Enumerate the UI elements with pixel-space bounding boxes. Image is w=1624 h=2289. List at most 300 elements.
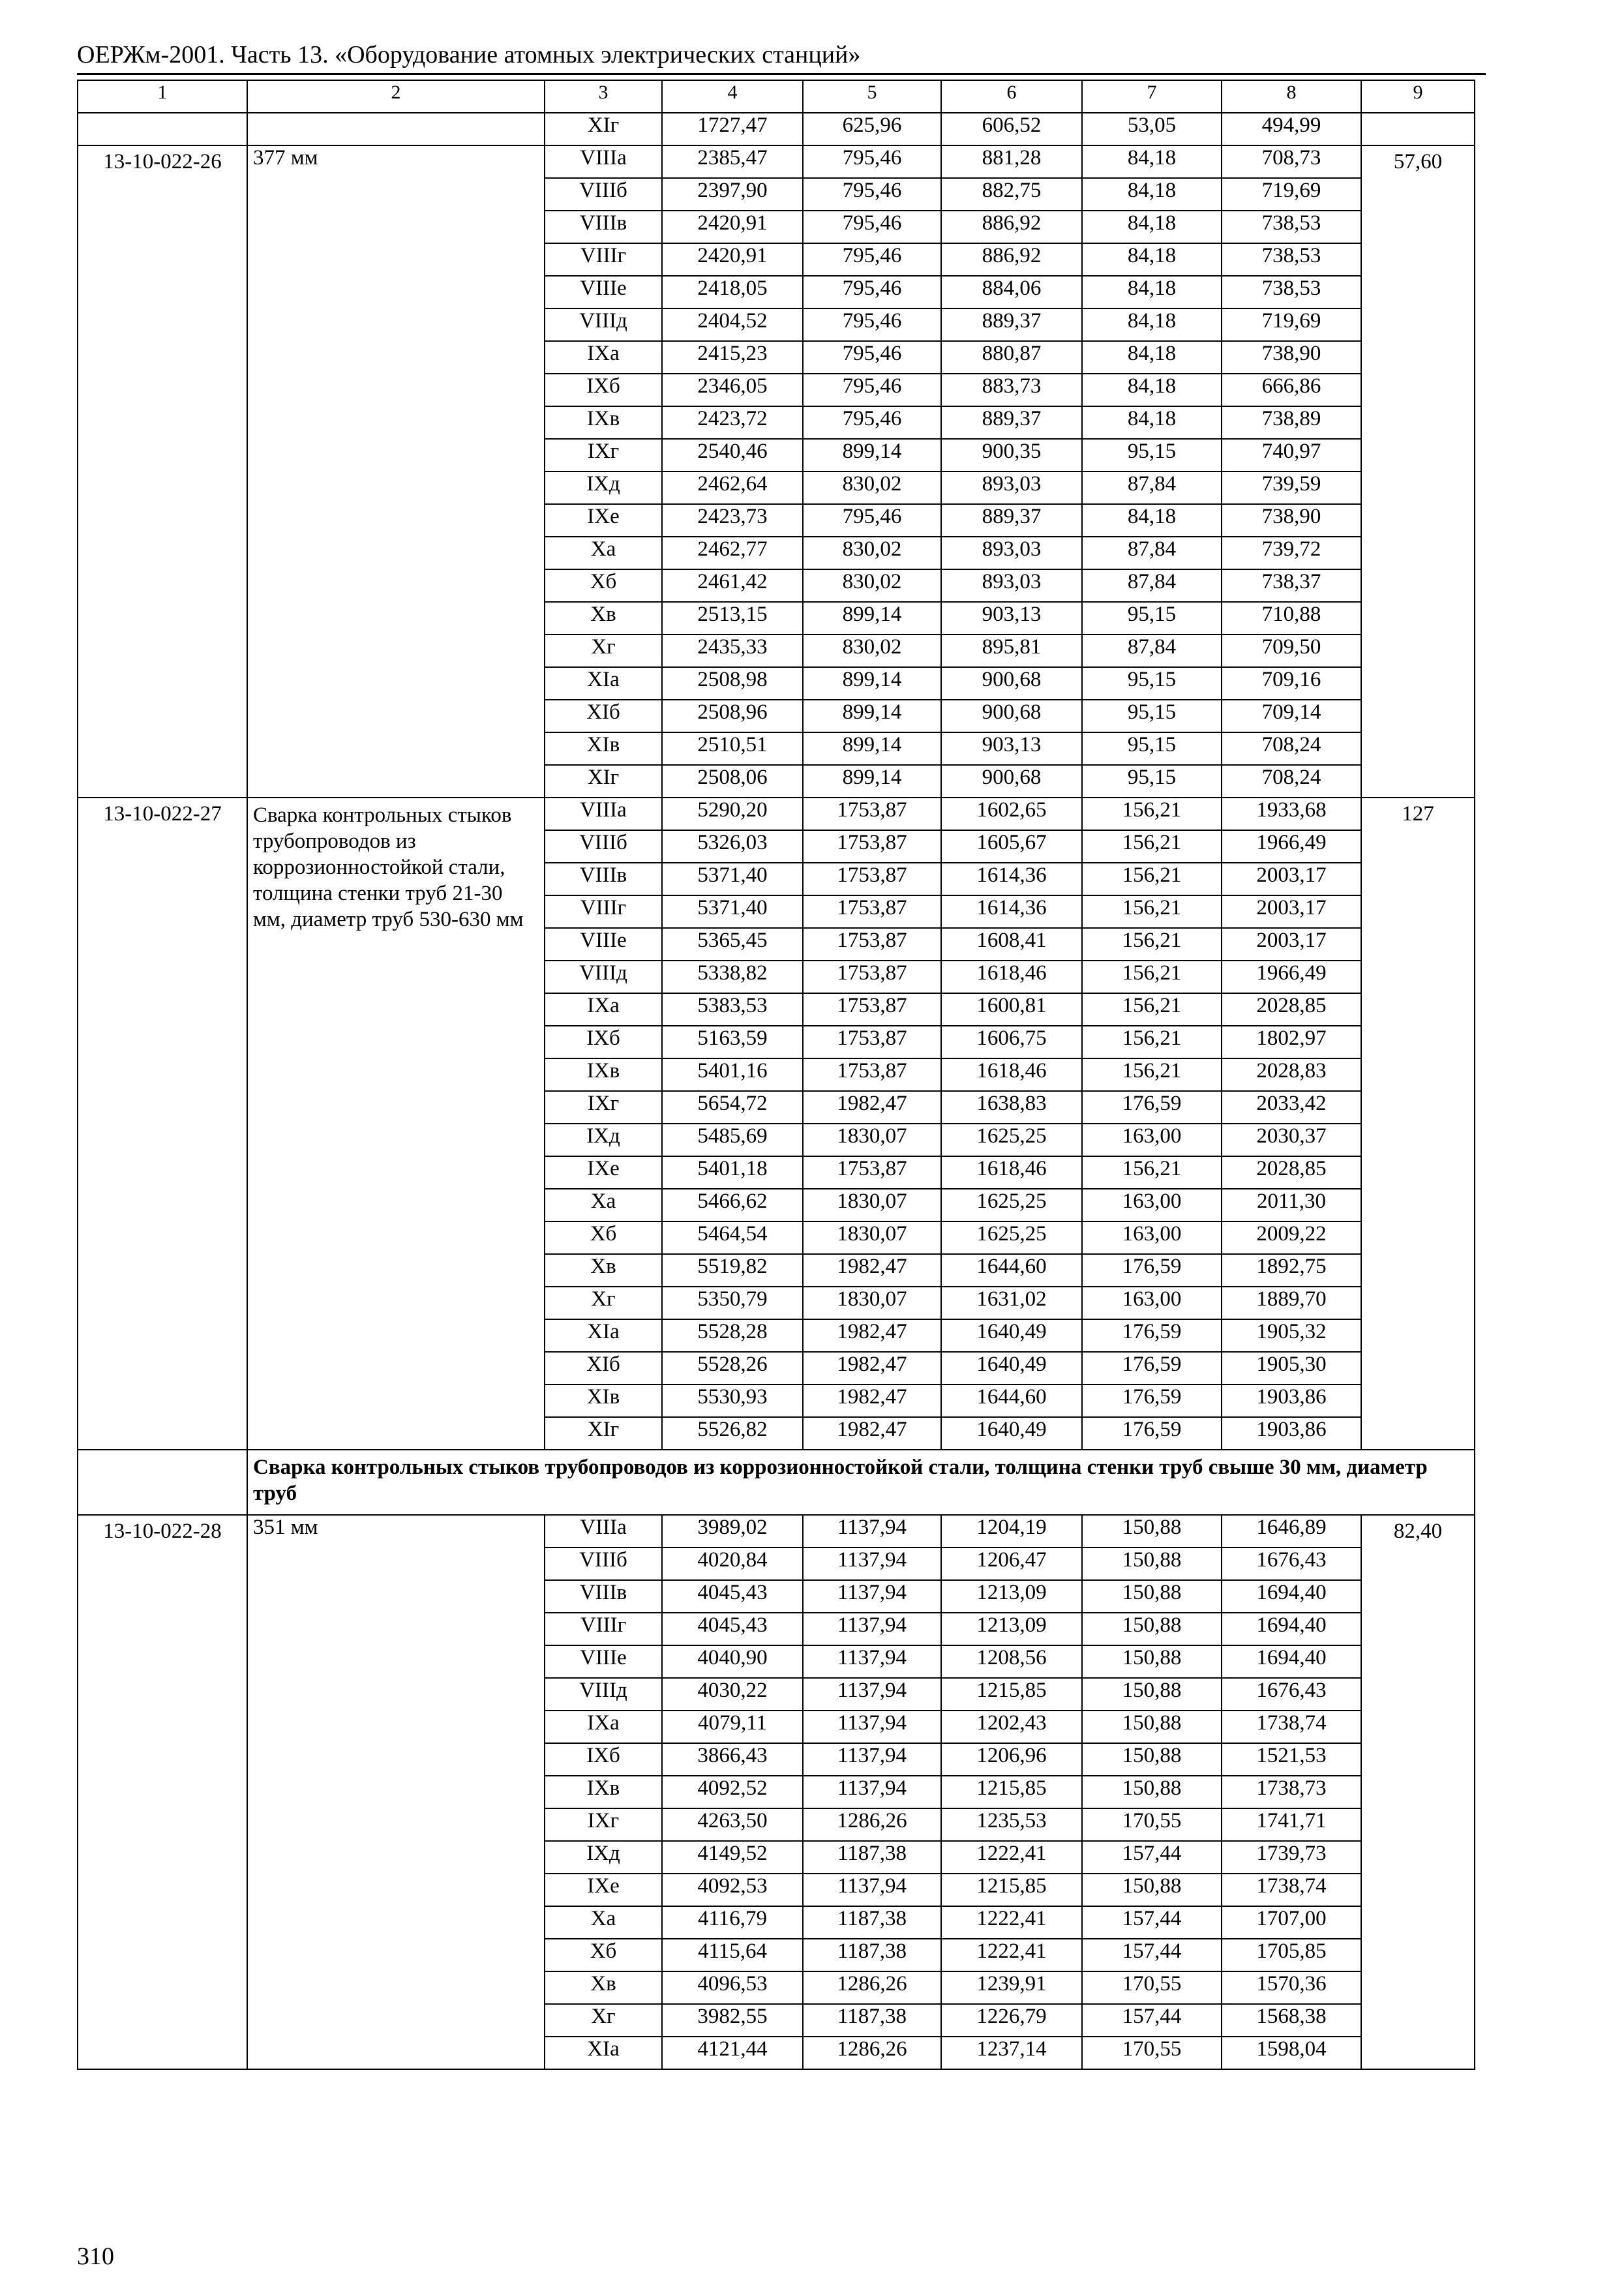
value-cell: 150,88 bbox=[1082, 1515, 1222, 1548]
value-cell: 5464,54 bbox=[662, 1221, 803, 1254]
value-cell: 1830,07 bbox=[803, 1124, 941, 1156]
value-cell: 163,00 bbox=[1082, 1287, 1222, 1319]
category-cell: IXг bbox=[545, 1091, 662, 1124]
value-cell: 3866,43 bbox=[662, 1743, 803, 1776]
value-cell: 1618,46 bbox=[941, 961, 1082, 993]
value-cell: 4096,53 bbox=[662, 1971, 803, 2004]
value-cell: 830,02 bbox=[803, 471, 941, 504]
value-cell: 1614,36 bbox=[941, 863, 1082, 895]
value-cell: 900,68 bbox=[941, 667, 1082, 700]
value-cell: 1982,47 bbox=[803, 1352, 941, 1384]
value-cell: 2462,77 bbox=[662, 537, 803, 569]
code-cell: 13-10-022-27 bbox=[78, 798, 247, 1450]
col9-cell: 57,60 bbox=[1361, 145, 1475, 798]
value-cell: 1982,47 bbox=[803, 1417, 941, 1450]
value-cell: 176,59 bbox=[1082, 1254, 1222, 1287]
value-cell: 5485,69 bbox=[662, 1124, 803, 1156]
value-cell: 156,21 bbox=[1082, 830, 1222, 863]
value-cell: 1187,38 bbox=[803, 1906, 941, 1939]
value-cell: 880,87 bbox=[941, 341, 1082, 374]
value-cell: 1521,53 bbox=[1222, 1743, 1361, 1776]
value-cell: 150,88 bbox=[1082, 1613, 1222, 1645]
value-cell: 5326,03 bbox=[662, 830, 803, 863]
value-cell: 176,59 bbox=[1082, 1417, 1222, 1450]
value-cell: 84,18 bbox=[1082, 243, 1222, 276]
value-cell: 1903,86 bbox=[1222, 1384, 1361, 1417]
category-cell: IXв bbox=[545, 1058, 662, 1091]
value-cell: 2011,30 bbox=[1222, 1189, 1361, 1221]
value-cell: 886,92 bbox=[941, 211, 1082, 243]
value-cell: 1213,09 bbox=[941, 1613, 1082, 1645]
value-cell: 709,14 bbox=[1222, 700, 1361, 732]
value-cell: 150,88 bbox=[1082, 1645, 1222, 1678]
value-cell: 1137,94 bbox=[803, 1515, 941, 1548]
value-cell: 176,59 bbox=[1082, 1091, 1222, 1124]
value-cell: 1753,87 bbox=[803, 798, 941, 830]
value-cell: 1830,07 bbox=[803, 1287, 941, 1319]
value-cell: 795,46 bbox=[803, 341, 941, 374]
category-cell: XIб bbox=[545, 700, 662, 732]
value-cell: 2420,91 bbox=[662, 243, 803, 276]
value-cell: 899,14 bbox=[803, 667, 941, 700]
category-cell: XIа bbox=[545, 2037, 662, 2069]
category-cell: IXа bbox=[545, 1711, 662, 1743]
category-cell: XIа bbox=[545, 667, 662, 700]
value-cell: 1602,65 bbox=[941, 798, 1082, 830]
value-cell: 156,21 bbox=[1082, 798, 1222, 830]
category-cell: IXд bbox=[545, 1124, 662, 1156]
value-cell: 2346,05 bbox=[662, 374, 803, 406]
table-row bbox=[78, 145, 1475, 178]
value-cell: 84,18 bbox=[1082, 145, 1222, 178]
value-cell: 1625,25 bbox=[941, 1221, 1082, 1254]
value-cell: 84,18 bbox=[1082, 276, 1222, 308]
category-cell: VIIIа bbox=[545, 145, 662, 178]
value-cell: 1982,47 bbox=[803, 1319, 941, 1352]
section-heading: Сварка контрольных стыков трубопроводов из коррозионностойкой стали, толщина стенки труб свыше 30 мм, диаметр труб bbox=[247, 1450, 1475, 1515]
category-cell: VIIIе bbox=[545, 1645, 662, 1678]
value-cell: 900,35 bbox=[941, 439, 1082, 471]
category-cell: VIIIд bbox=[545, 1678, 662, 1711]
value-cell: 830,02 bbox=[803, 537, 941, 569]
value-cell: 1215,85 bbox=[941, 1776, 1082, 1808]
value-cell: 95,15 bbox=[1082, 602, 1222, 635]
value-cell: 795,46 bbox=[803, 308, 941, 341]
value-cell: 1892,75 bbox=[1222, 1254, 1361, 1287]
category-cell: Xг bbox=[545, 2004, 662, 2037]
column-number-row bbox=[78, 80, 1475, 113]
value-cell: 899,14 bbox=[803, 439, 941, 471]
category-cell: VIIIе bbox=[545, 928, 662, 961]
value-cell: 2435,33 bbox=[662, 635, 803, 667]
value-cell: 1606,75 bbox=[941, 1026, 1082, 1058]
page-number: 310 bbox=[77, 2243, 114, 2270]
value-cell: 740,97 bbox=[1222, 439, 1361, 471]
value-cell: 150,88 bbox=[1082, 1776, 1222, 1808]
category-cell: Xб bbox=[545, 1221, 662, 1254]
category-cell: VIIIв bbox=[545, 211, 662, 243]
value-cell: 1614,36 bbox=[941, 895, 1082, 928]
value-cell: 1226,79 bbox=[941, 2004, 1082, 2037]
column-number: 8 bbox=[1222, 80, 1361, 113]
value-cell: 3989,02 bbox=[662, 1515, 803, 1548]
col9-cell: 82,40 bbox=[1361, 1515, 1475, 2069]
value-cell: 1640,49 bbox=[941, 1319, 1082, 1352]
category-cell: VIIIд bbox=[545, 961, 662, 993]
description-cell: 377 мм bbox=[247, 145, 545, 798]
value-cell: 1727,47 bbox=[662, 113, 803, 145]
value-cell: 4092,53 bbox=[662, 1874, 803, 1906]
value-cell: 2513,15 bbox=[662, 602, 803, 635]
value-cell: 84,18 bbox=[1082, 211, 1222, 243]
value-cell: 739,72 bbox=[1222, 537, 1361, 569]
value-cell: 889,37 bbox=[941, 504, 1082, 537]
category-cell: VIIIг bbox=[545, 243, 662, 276]
value-cell: 3982,55 bbox=[662, 2004, 803, 2037]
value-cell: 1608,41 bbox=[941, 928, 1082, 961]
value-cell: 708,24 bbox=[1222, 765, 1361, 798]
category-cell: Xа bbox=[545, 537, 662, 569]
value-cell: 1568,38 bbox=[1222, 2004, 1361, 2037]
value-cell: 2508,96 bbox=[662, 700, 803, 732]
value-cell: 1830,07 bbox=[803, 1221, 941, 1254]
value-cell: 156,21 bbox=[1082, 928, 1222, 961]
category-cell: XIа bbox=[545, 1319, 662, 1352]
value-cell: 2462,64 bbox=[662, 471, 803, 504]
value-cell: 2404,52 bbox=[662, 308, 803, 341]
category-cell: Xв bbox=[545, 1971, 662, 2004]
value-cell: 1239,91 bbox=[941, 1971, 1082, 2004]
value-cell: 881,28 bbox=[941, 145, 1082, 178]
category-cell: VIIIв bbox=[545, 863, 662, 895]
value-cell: 84,18 bbox=[1082, 406, 1222, 439]
column-number: 7 bbox=[1082, 80, 1222, 113]
value-cell: 2415,23 bbox=[662, 341, 803, 374]
category-cell: IXг bbox=[545, 439, 662, 471]
category-cell: IXв bbox=[545, 1776, 662, 1808]
code-cell bbox=[78, 1450, 247, 1515]
value-cell: 1982,47 bbox=[803, 1384, 941, 1417]
value-cell: 4040,90 bbox=[662, 1645, 803, 1678]
code-cell: 13-10-022-28 bbox=[78, 1515, 247, 2069]
value-cell: 1966,49 bbox=[1222, 961, 1361, 993]
value-cell: 1753,87 bbox=[803, 1058, 941, 1091]
category-cell: IXд bbox=[545, 471, 662, 504]
value-cell: 157,44 bbox=[1082, 1906, 1222, 1939]
value-cell: 95,15 bbox=[1082, 765, 1222, 798]
value-cell: 176,59 bbox=[1082, 1319, 1222, 1352]
value-cell: 625,96 bbox=[803, 113, 941, 145]
value-cell: 1222,41 bbox=[941, 1841, 1082, 1874]
category-cell: Xб bbox=[545, 569, 662, 602]
value-cell: 795,46 bbox=[803, 374, 941, 406]
value-cell: 1631,02 bbox=[941, 1287, 1082, 1319]
value-cell: 903,13 bbox=[941, 732, 1082, 765]
value-cell: 1802,97 bbox=[1222, 1026, 1361, 1058]
value-cell: 795,46 bbox=[803, 145, 941, 178]
value-cell: 893,03 bbox=[941, 569, 1082, 602]
value-cell: 884,06 bbox=[941, 276, 1082, 308]
value-cell: 1137,94 bbox=[803, 1874, 941, 1906]
value-cell: 5350,79 bbox=[662, 1287, 803, 1319]
value-cell: 1187,38 bbox=[803, 2004, 941, 2037]
norms-table bbox=[77, 80, 1475, 2070]
value-cell: 4079,11 bbox=[662, 1711, 803, 1743]
value-cell: 87,84 bbox=[1082, 537, 1222, 569]
value-cell: 708,24 bbox=[1222, 732, 1361, 765]
value-cell: 1286,26 bbox=[803, 2037, 941, 2069]
value-cell: 739,59 bbox=[1222, 471, 1361, 504]
value-cell: 2003,17 bbox=[1222, 895, 1361, 928]
category-cell: Xа bbox=[545, 1906, 662, 1939]
value-cell: 1137,94 bbox=[803, 1580, 941, 1613]
value-cell: 882,75 bbox=[941, 178, 1082, 211]
value-cell: 150,88 bbox=[1082, 1678, 1222, 1711]
value-cell: 95,15 bbox=[1082, 700, 1222, 732]
value-cell: 899,14 bbox=[803, 602, 941, 635]
value-cell: 156,21 bbox=[1082, 1058, 1222, 1091]
value-cell: 1694,40 bbox=[1222, 1580, 1361, 1613]
value-cell: 1676,43 bbox=[1222, 1548, 1361, 1580]
value-cell: 156,21 bbox=[1082, 1156, 1222, 1189]
value-cell: 150,88 bbox=[1082, 1711, 1222, 1743]
category-cell: IXб bbox=[545, 1026, 662, 1058]
value-cell: 150,88 bbox=[1082, 1743, 1222, 1776]
category-cell: VIIIв bbox=[545, 1580, 662, 1613]
value-cell: 87,84 bbox=[1082, 471, 1222, 504]
column-number: 2 bbox=[247, 80, 545, 113]
category-cell: IXе bbox=[545, 1156, 662, 1189]
category-cell: Xб bbox=[545, 1939, 662, 1971]
column-number: 4 bbox=[662, 80, 803, 113]
value-cell: 1625,25 bbox=[941, 1124, 1082, 1156]
value-cell: 4115,64 bbox=[662, 1939, 803, 1971]
value-cell: 84,18 bbox=[1082, 341, 1222, 374]
value-cell: 4045,43 bbox=[662, 1580, 803, 1613]
value-cell: 710,88 bbox=[1222, 602, 1361, 635]
value-cell: 5163,59 bbox=[662, 1026, 803, 1058]
value-cell: 1640,49 bbox=[941, 1352, 1082, 1384]
value-cell: 84,18 bbox=[1082, 178, 1222, 211]
value-cell: 2510,51 bbox=[662, 732, 803, 765]
value-cell: 2540,46 bbox=[662, 439, 803, 471]
value-cell: 5401,16 bbox=[662, 1058, 803, 1091]
value-cell: 1753,87 bbox=[803, 1026, 941, 1058]
value-cell: 1738,74 bbox=[1222, 1711, 1361, 1743]
value-cell: 5338,82 bbox=[662, 961, 803, 993]
value-cell: 1966,49 bbox=[1222, 830, 1361, 863]
value-cell: 2397,90 bbox=[662, 178, 803, 211]
category-cell: IXа bbox=[545, 993, 662, 1026]
value-cell: 5401,18 bbox=[662, 1156, 803, 1189]
value-cell: 893,03 bbox=[941, 537, 1082, 569]
value-cell: 1206,96 bbox=[941, 1743, 1082, 1776]
value-cell: 156,21 bbox=[1082, 993, 1222, 1026]
value-cell: 1618,46 bbox=[941, 1058, 1082, 1091]
value-cell: 4149,52 bbox=[662, 1841, 803, 1874]
category-cell: IXа bbox=[545, 341, 662, 374]
value-cell: 795,46 bbox=[803, 406, 941, 439]
value-cell: 2033,42 bbox=[1222, 1091, 1361, 1124]
value-cell: 2030,37 bbox=[1222, 1124, 1361, 1156]
value-cell: 4020,84 bbox=[662, 1548, 803, 1580]
value-cell: 1676,43 bbox=[1222, 1678, 1361, 1711]
value-cell: 5371,40 bbox=[662, 895, 803, 928]
category-cell: IXг bbox=[545, 1808, 662, 1841]
category-cell: IXб bbox=[545, 1743, 662, 1776]
category-cell: IXе bbox=[545, 1874, 662, 1906]
value-cell: 795,46 bbox=[803, 504, 941, 537]
value-cell: 2028,85 bbox=[1222, 993, 1361, 1026]
value-cell: 170,55 bbox=[1082, 1808, 1222, 1841]
value-cell: 163,00 bbox=[1082, 1221, 1222, 1254]
value-cell: 738,53 bbox=[1222, 276, 1361, 308]
value-cell: 5528,28 bbox=[662, 1319, 803, 1352]
value-cell: 795,46 bbox=[803, 276, 941, 308]
category-cell: XIб bbox=[545, 1352, 662, 1384]
value-cell: 738,37 bbox=[1222, 569, 1361, 602]
category-cell: VIIIб bbox=[545, 178, 662, 211]
value-cell: 899,14 bbox=[803, 732, 941, 765]
value-cell: 2385,47 bbox=[662, 145, 803, 178]
category-cell: Xг bbox=[545, 1287, 662, 1319]
category-cell: VIIIд bbox=[545, 308, 662, 341]
value-cell: 4045,43 bbox=[662, 1613, 803, 1645]
value-cell: 1644,60 bbox=[941, 1384, 1082, 1417]
value-cell: 1753,87 bbox=[803, 830, 941, 863]
table-body bbox=[78, 80, 1475, 2069]
column-number: 3 bbox=[545, 80, 662, 113]
category-cell: XIг bbox=[545, 113, 662, 145]
value-cell: 1646,89 bbox=[1222, 1515, 1361, 1548]
value-cell: 2028,85 bbox=[1222, 1156, 1361, 1189]
description-cell: 351 мм bbox=[247, 1515, 545, 2069]
value-cell: 84,18 bbox=[1082, 308, 1222, 341]
category-cell: VIIIб bbox=[545, 1548, 662, 1580]
value-cell: 830,02 bbox=[803, 569, 941, 602]
value-cell: 1137,94 bbox=[803, 1678, 941, 1711]
value-cell: 606,52 bbox=[941, 113, 1082, 145]
value-cell: 889,37 bbox=[941, 406, 1082, 439]
value-cell: 84,18 bbox=[1082, 504, 1222, 537]
value-cell: 1618,46 bbox=[941, 1156, 1082, 1189]
value-cell: 1903,86 bbox=[1222, 1417, 1361, 1450]
value-cell: 738,53 bbox=[1222, 211, 1361, 243]
value-cell: 1213,09 bbox=[941, 1580, 1082, 1613]
value-cell: 895,81 bbox=[941, 635, 1082, 667]
value-cell: 1982,47 bbox=[803, 1254, 941, 1287]
category-cell: VIIIг bbox=[545, 1613, 662, 1645]
value-cell: 157,44 bbox=[1082, 1841, 1222, 1874]
value-cell: 5466,62 bbox=[662, 1189, 803, 1221]
value-cell: 883,73 bbox=[941, 374, 1082, 406]
value-cell: 156,21 bbox=[1082, 863, 1222, 895]
value-cell: 170,55 bbox=[1082, 2037, 1222, 2069]
value-cell: 2508,06 bbox=[662, 765, 803, 798]
value-cell: 1905,30 bbox=[1222, 1352, 1361, 1384]
value-cell: 1235,53 bbox=[941, 1808, 1082, 1841]
value-cell: 2003,17 bbox=[1222, 863, 1361, 895]
col9-cell: 127 bbox=[1361, 798, 1475, 1450]
value-cell: 709,16 bbox=[1222, 667, 1361, 700]
header-rule bbox=[77, 73, 1486, 75]
value-cell: 900,68 bbox=[941, 700, 1082, 732]
code-cell bbox=[78, 113, 247, 145]
value-cell: 1933,68 bbox=[1222, 798, 1361, 830]
value-cell: 156,21 bbox=[1082, 961, 1222, 993]
value-cell: 4030,22 bbox=[662, 1678, 803, 1711]
value-cell: 5530,93 bbox=[662, 1384, 803, 1417]
value-cell: 738,89 bbox=[1222, 406, 1361, 439]
description-cell: Сварка контрольных стыков трубопроводов из коррозионностойкой стали, толщина стенки труб 21-30 мм, диаметр труб 530-630 мм bbox=[247, 798, 545, 1450]
value-cell: 1202,43 bbox=[941, 1711, 1082, 1743]
value-cell: 157,44 bbox=[1082, 1939, 1222, 1971]
value-cell: 1137,94 bbox=[803, 1743, 941, 1776]
value-cell: 1206,47 bbox=[941, 1548, 1082, 1580]
value-cell: 1208,56 bbox=[941, 1645, 1082, 1678]
value-cell: 1889,70 bbox=[1222, 1287, 1361, 1319]
value-cell: 5371,40 bbox=[662, 863, 803, 895]
value-cell: 1738,74 bbox=[1222, 1874, 1361, 1906]
value-cell: 1905,32 bbox=[1222, 1319, 1361, 1352]
category-cell: Xв bbox=[545, 1254, 662, 1287]
value-cell: 5526,82 bbox=[662, 1417, 803, 1450]
value-cell: 1137,94 bbox=[803, 1645, 941, 1678]
value-cell: 1694,40 bbox=[1222, 1645, 1361, 1678]
category-cell: IXд bbox=[545, 1841, 662, 1874]
category-cell: XIг bbox=[545, 1417, 662, 1450]
col9-cell bbox=[1361, 113, 1475, 145]
value-cell: 84,18 bbox=[1082, 374, 1222, 406]
value-cell: 1707,00 bbox=[1222, 1906, 1361, 1939]
category-cell: VIIIа bbox=[545, 798, 662, 830]
category-cell: VIIIа bbox=[545, 1515, 662, 1548]
value-cell: 2028,83 bbox=[1222, 1058, 1361, 1091]
category-cell: XIг bbox=[545, 765, 662, 798]
value-cell: 1982,47 bbox=[803, 1091, 941, 1124]
value-cell: 2418,05 bbox=[662, 276, 803, 308]
value-cell: 889,37 bbox=[941, 308, 1082, 341]
value-cell: 708,73 bbox=[1222, 145, 1361, 178]
category-cell: VIIIб bbox=[545, 830, 662, 863]
value-cell: 2461,42 bbox=[662, 569, 803, 602]
value-cell: 5383,53 bbox=[662, 993, 803, 1026]
value-cell: 1830,07 bbox=[803, 1189, 941, 1221]
value-cell: 1753,87 bbox=[803, 863, 941, 895]
value-cell: 156,21 bbox=[1082, 895, 1222, 928]
section-heading-row bbox=[78, 1450, 1475, 1515]
value-cell: 899,14 bbox=[803, 700, 941, 732]
value-cell: 1137,94 bbox=[803, 1548, 941, 1580]
category-cell: Xа bbox=[545, 1189, 662, 1221]
value-cell: 4116,79 bbox=[662, 1906, 803, 1939]
value-cell: 899,14 bbox=[803, 765, 941, 798]
value-cell: 795,46 bbox=[803, 211, 941, 243]
value-cell: 176,59 bbox=[1082, 1384, 1222, 1417]
value-cell: 1694,40 bbox=[1222, 1613, 1361, 1645]
value-cell: 1644,60 bbox=[941, 1254, 1082, 1287]
value-cell: 900,68 bbox=[941, 765, 1082, 798]
category-cell: XIв bbox=[545, 732, 662, 765]
value-cell: 2003,17 bbox=[1222, 928, 1361, 961]
value-cell: 1598,04 bbox=[1222, 2037, 1361, 2069]
value-cell: 157,44 bbox=[1082, 2004, 1222, 2037]
value-cell: 1705,85 bbox=[1222, 1939, 1361, 1971]
value-cell: 1215,85 bbox=[941, 1874, 1082, 1906]
value-cell: 2009,22 bbox=[1222, 1221, 1361, 1254]
category-cell: IXе bbox=[545, 504, 662, 537]
value-cell: 1753,87 bbox=[803, 928, 941, 961]
